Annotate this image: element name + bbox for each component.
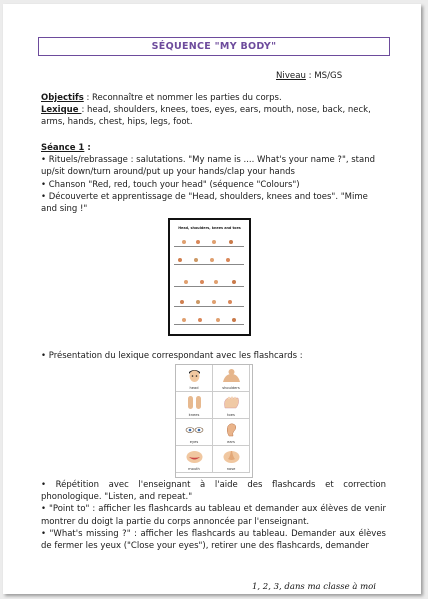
song-sheet-title: Head, shoulders, knees and toes: [178, 226, 241, 230]
flashcard-eyes: [176, 419, 213, 446]
head-icon: [185, 368, 204, 383]
toes-icon: [222, 395, 241, 410]
seance1-block: [41, 142, 386, 215]
presentation-line: • Présentation du lexique correspondant avec les flashcards :: [41, 351, 303, 361]
nose-icon: [222, 449, 241, 464]
flashcard-shoulders: [213, 365, 250, 392]
objectives-block: [41, 92, 386, 129]
flashcard-toes: [213, 392, 250, 419]
seance1-heading: [41, 142, 386, 154]
flashcard-label: eyes: [189, 440, 199, 444]
song-sheet-image: [168, 218, 251, 336]
activities-block: [41, 479, 386, 552]
objectifs-label: Objectifs: [41, 93, 84, 103]
flashcard-label: toes: [227, 413, 235, 417]
bullet-repetition: • Répétition avec l'enseignant à l'aide des flashcards et correction phonologique. "Listen, and repeat.": [41, 480, 386, 503]
ear-icon: [222, 422, 241, 437]
bullet-whats-missing: • "What's missing ?" : afficher les flashcards au tableau. Demander aux élèves de fermer les yeux ("Close your eyes"), retirer une des flashcards, demander: [41, 528, 386, 552]
document-page: [3, 4, 421, 594]
niveau-value: : MS/GS: [305, 71, 343, 81]
song-sheet-row: [174, 240, 246, 247]
flashcard-ears: [213, 419, 250, 446]
eyes-icon: [185, 422, 204, 437]
lexique-text: : head, shoulders, knees, toes, eyes, ears, mouth, nose, back, neck, arms, hands, chest, hips, legs, foot.: [41, 105, 371, 128]
song-sheet-row: [174, 300, 246, 307]
mouth-icon: [185, 449, 204, 464]
song-sheet-row: [174, 318, 246, 325]
flashcard-knees: [176, 392, 213, 419]
flashcard-label: shoulders: [222, 386, 240, 390]
objectifs-line: [41, 92, 386, 104]
flashcard-label: ears: [227, 440, 235, 444]
flashcard-label: nose: [226, 467, 236, 471]
flashcard-label: head: [189, 386, 199, 390]
seance1-heading-text: Séance 1: [41, 143, 85, 153]
flashcard-nose: [213, 446, 250, 473]
lexique-label: Lexique: [41, 105, 82, 116]
flashcard-label: mouth: [188, 467, 200, 471]
lexique-line: [41, 104, 386, 128]
shoulders-icon: [222, 368, 241, 383]
niveau-label: Niveau: [276, 71, 306, 81]
seance1-heading-colon: :: [84, 143, 91, 153]
signature-watermark: 1, 2, 3, dans ma classe à moi: [252, 582, 376, 592]
niveau-line: [276, 71, 342, 81]
flashcards-grid: [175, 364, 253, 478]
flashcard-label: knees: [188, 413, 200, 417]
objectifs-text: : Reconnaître et nommer les parties du corps.: [83, 93, 282, 103]
bullet-point-to: • "Point to" : afficher les flashcards au tableau et demander aux élèves de venir montrer du doigt la partie du corps annoncée par l'enseignant.: [41, 504, 386, 527]
flashcard-mouth: [176, 446, 213, 473]
bullet-rituels: • Rituels/rebrassage : salutations. "My name is .... What's your name ?", stand up/sit down/turn around/put up your hands/clap your hands: [41, 155, 376, 178]
bullet-decouverte: • Découverte et apprentissage de "Head, shoulders, knees and toes". "Mime and sing !": [41, 191, 368, 215]
sequence-title: SÉQUENCE "MY BODY": [38, 37, 390, 56]
song-sheet-row: [174, 258, 246, 265]
song-sheet-row: [174, 280, 246, 287]
flashcard-head: [176, 365, 213, 392]
bullet-chanson: • Chanson "Red, red, touch your head" (séquence "Colours"): [41, 179, 300, 190]
knees-icon: [185, 395, 204, 410]
